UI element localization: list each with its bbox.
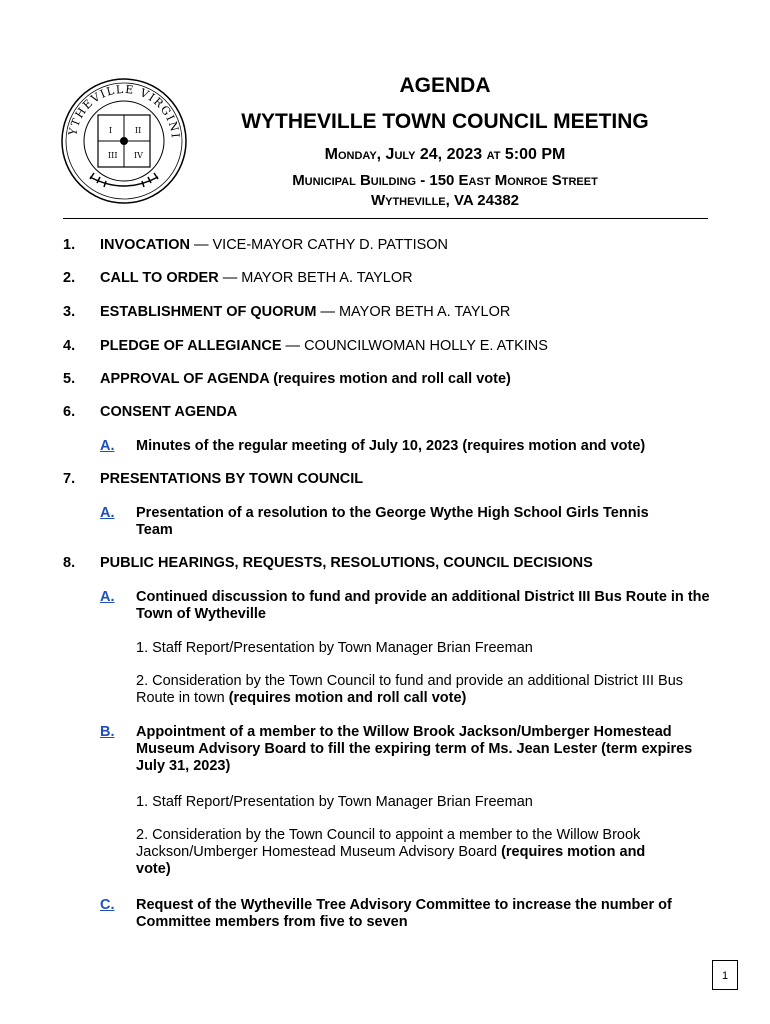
item-title: PLEDGE OF ALLEGIANCE <box>100 338 282 354</box>
item-number: 1. <box>63 237 76 253</box>
subitem-text: Appointment of a member to the Willow Brook Jackson/Umberger Homestead Museum Advisory Board to fill the expiring term of Ms. Jean Lester (term expires July 31, 2023) <box>136 724 693 774</box>
item-title: CALL TO ORDER <box>100 270 219 286</box>
paragraph-8a-1 <box>136 640 696 657</box>
subitem-text: Presentation of a resolution to the George Wythe High School Girls Tennis Team <box>136 505 649 538</box>
paragraph-text: 1. Staff Report/Presentation by Town Manager Brian Freeman <box>136 640 533 656</box>
item-number: 4. <box>63 338 76 354</box>
subitem-link[interactable]: A. <box>100 438 115 454</box>
meeting-title: WYTHEVILLE TOWN COUNCIL MEETING <box>241 110 649 133</box>
paragraph-text: 1. Staff Report/Presentation by Town Manager Brian Freeman <box>136 794 533 810</box>
subitem-link[interactable]: B. <box>100 724 115 740</box>
subitem-text: Minutes of the regular meeting of July 10, 2023 (requires motion and vote) <box>136 438 646 454</box>
item-presenter: — MAYOR BETH A. TAYLOR <box>316 304 511 320</box>
subitem-text: Request of the Wytheville Tree Advisory Committee to increase the number of Committee members from five to seven <box>136 897 672 930</box>
item-presenter: — COUNCILWOMAN HOLLY E. ATKINS <box>281 338 548 354</box>
item-title: CONSENT AGENDA <box>100 404 238 420</box>
page-number: 1 <box>712 960 738 990</box>
item-presenter: — VICE-MAYOR CATHY D. PATTISON <box>189 237 449 253</box>
paragraph-text: 2. Consideration by the Town Council to fund and provide an additional District III Bus Route in town <box>136 673 684 706</box>
subitem-text: Continued discussion to fund and provide an additional District III Bus Route in the Town of Wytheville <box>136 589 710 622</box>
item-title: INVOCATION <box>100 237 190 253</box>
subitem-link[interactable]: C. <box>100 897 115 913</box>
meeting-date: Monday, July 24, 2023 at 5:00 PM <box>324 146 566 163</box>
item-title: ESTABLISHMENT OF QUORUM <box>100 304 317 320</box>
svg-text:I: I <box>109 126 113 135</box>
svg-text:IV: IV <box>134 151 143 160</box>
item-number: 8. <box>63 555 76 571</box>
paragraph-8b-2 <box>136 827 681 878</box>
subitem-link[interactable]: A. <box>100 589 115 605</box>
paragraph-note: (requires motion and roll call vote) <box>228 690 467 706</box>
item-title: PRESENTATIONS BY TOWN COUNCIL <box>100 471 364 487</box>
item-number: 2. <box>63 270 76 286</box>
item-number: 3. <box>63 304 76 320</box>
town-seal-logo <box>60 77 188 205</box>
item-number: 6. <box>63 404 76 420</box>
paragraph-note: (requires motion and vote) <box>136 844 646 877</box>
item-number: 7. <box>63 471 76 487</box>
item-title: APPROVAL OF AGENDA (requires motion and roll call vote) <box>100 371 511 387</box>
subitem-link[interactable]: A. <box>100 505 115 521</box>
paragraph-text: 2. Consideration by the Town Council to appoint a member to the Willow Brook Jackson/Umberger Homestead Museum Advisory Board <box>136 827 641 860</box>
svg-text:WYTHEVILLE VIRGINIA: YTHEVILLE VIRGINI <box>66 82 183 140</box>
item-presenter: — MAYOR BETH A. TAYLOR <box>218 270 413 286</box>
paragraph-8b-1 <box>136 794 696 811</box>
header-divider <box>63 218 708 219</box>
meeting-city: Wytheville, VA 24382 <box>370 192 520 209</box>
paragraph-8a-2 <box>136 673 686 707</box>
item-title: PUBLIC HEARINGS, REQUESTS, RESOLUTIONS, COUNCIL DECISIONS <box>100 555 593 571</box>
meeting-location: Municipal Building - 150 East Monroe Street <box>292 172 598 189</box>
item-number: 5. <box>63 371 76 387</box>
svg-text:III: III <box>108 151 118 160</box>
svg-text:II: II <box>135 126 142 135</box>
agenda-heading: AGENDA <box>399 74 491 97</box>
